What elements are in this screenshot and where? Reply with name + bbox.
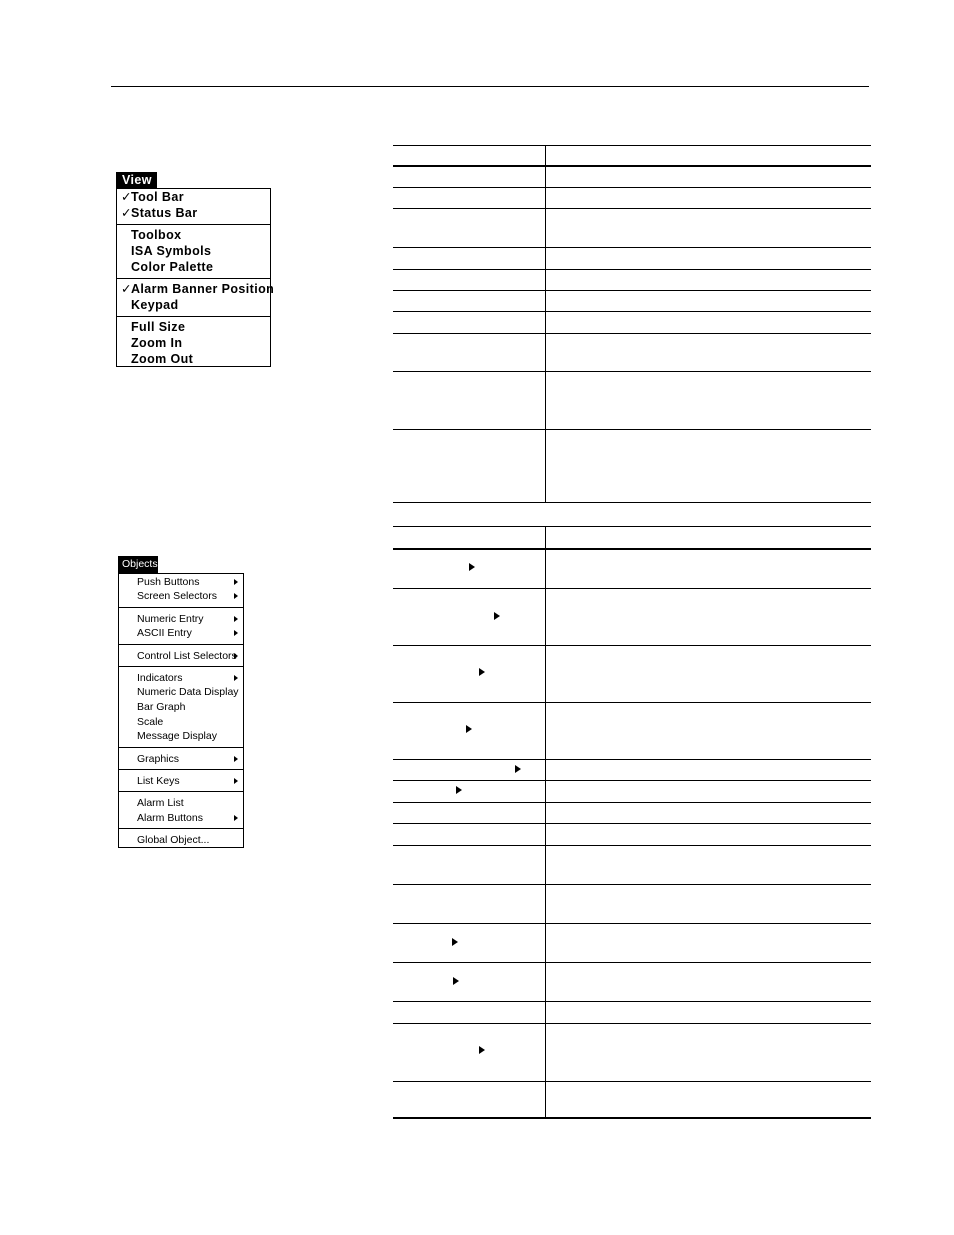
menu-separator: [119, 791, 243, 792]
menu-item-label: Alarm Buttons: [137, 812, 203, 824]
menu-separator: [117, 316, 270, 317]
table-rule: [393, 645, 871, 646]
menu-item-label: Scale: [137, 716, 164, 728]
right-triangle-icon: [515, 765, 521, 773]
objects-menu-item-alarm-list[interactable]: [119, 796, 243, 810]
right-triangle-icon: [469, 563, 475, 571]
table-rule: [393, 884, 871, 885]
menu-item-label: List Keys: [137, 775, 180, 787]
submenu-arrow-icon: [234, 778, 238, 784]
view-menu-title[interactable]: View: [116, 172, 157, 188]
table-rule: [393, 145, 871, 146]
table-rule: [393, 923, 871, 924]
check-icon: ✓: [121, 282, 132, 296]
table-rule: [393, 429, 871, 430]
objects-menu-item-ascii-entry[interactable]: [119, 626, 243, 640]
objects-menu-item-alarm-buttons[interactable]: [119, 811, 243, 825]
menu-item-label: Full Size: [131, 320, 186, 334]
objects-menu-item-numeric-data-display[interactable]: [119, 685, 243, 699]
menu-separator: [119, 607, 243, 608]
table-rule: [393, 187, 871, 188]
menu-item-label: Status Bar: [131, 206, 198, 220]
table-rule: [393, 165, 871, 167]
table-rule: [393, 502, 871, 503]
menu-item-label: Graphics: [137, 753, 180, 765]
menu-separator: [117, 224, 270, 225]
objects-menu-item-screen-selectors[interactable]: [119, 589, 243, 603]
menu-item-label: Alarm List: [137, 797, 184, 809]
right-triangle-icon: [453, 977, 459, 985]
menu-separator: [119, 644, 243, 645]
right-triangle-icon: [456, 786, 462, 794]
table-rule: [393, 759, 871, 760]
table-rule: [393, 780, 871, 781]
table-rule: [393, 247, 871, 248]
objects-menu-item-indicators[interactable]: [119, 671, 243, 685]
menu-item-label: Toolbox: [131, 228, 182, 242]
table-rule: [393, 1117, 871, 1119]
check-icon: ✓: [121, 206, 132, 220]
submenu-arrow-icon: [234, 653, 238, 659]
table-rule: [393, 208, 871, 209]
table-rule: [393, 333, 871, 334]
menu-item-label: ISA Symbols: [131, 244, 212, 258]
menu-item-label: ASCII Entry: [137, 627, 192, 639]
submenu-arrow-icon: [234, 579, 238, 585]
table-rule: [393, 802, 871, 803]
header-rule: [111, 86, 869, 87]
objects-menu-item-graphics[interactable]: [119, 752, 243, 766]
menu-separator: [119, 747, 243, 748]
submenu-arrow-icon: [234, 630, 238, 636]
submenu-arrow-icon: [234, 675, 238, 681]
submenu-arrow-icon: [234, 756, 238, 762]
objects-menu-item-scale[interactable]: [119, 715, 243, 729]
submenu-arrow-icon: [234, 593, 238, 599]
table-rule: [393, 269, 871, 270]
objects-menu-item-bar-graph[interactable]: [119, 700, 243, 714]
right-triangle-icon: [466, 725, 472, 733]
menu-item-label: Push Buttons: [137, 576, 200, 588]
table-rule: [393, 702, 871, 703]
menu-item-label: Global Object...: [137, 834, 210, 846]
table-rule: [393, 371, 871, 372]
table-rule: [393, 962, 871, 963]
table-rule: [393, 311, 871, 312]
menu-separator: [119, 828, 243, 829]
menu-item-label: Color Palette: [131, 260, 214, 274]
table-rule: [393, 548, 871, 550]
table-rule: [393, 823, 871, 824]
menu-separator: [119, 769, 243, 770]
menu-item-label: Bar Graph: [137, 701, 186, 713]
table-rule: [393, 1081, 871, 1082]
objects-menu-item-push-buttons[interactable]: [119, 575, 243, 589]
table-column-divider: [545, 526, 546, 1118]
right-triangle-icon: [494, 612, 500, 620]
table-rule: [393, 1023, 871, 1024]
table-column-divider: [545, 145, 546, 502]
menu-item-label: Tool Bar: [131, 190, 184, 204]
submenu-arrow-icon: [234, 815, 238, 821]
menu-item-label: Keypad: [131, 298, 179, 312]
right-triangle-icon: [479, 668, 485, 676]
menu-item-label: Indicators: [137, 672, 183, 684]
menu-separator: [119, 666, 243, 667]
objects-menu-title[interactable]: Objects: [118, 556, 158, 573]
objects-menu-item-list-keys[interactable]: [119, 774, 243, 788]
menu-item-label: Zoom Out: [131, 352, 194, 366]
menu-separator: [117, 278, 270, 279]
table-rule: [393, 845, 871, 846]
right-triangle-icon: [452, 938, 458, 946]
right-triangle-icon: [479, 1046, 485, 1054]
objects-menu-item-control-list-selectors[interactable]: [119, 649, 243, 663]
menu-item-label: Zoom In: [131, 336, 183, 350]
menu-item-label: Control List Selectors: [137, 650, 237, 662]
table-rule: [393, 588, 871, 589]
check-icon: ✓: [121, 190, 132, 204]
table-rule: [393, 290, 871, 291]
objects-menu-dropdown: [118, 573, 244, 848]
menu-item-label: Alarm Banner Position: [131, 282, 275, 296]
submenu-arrow-icon: [234, 616, 238, 622]
menu-item-label: Screen Selectors: [137, 590, 217, 602]
view-menu-dropdown: [116, 188, 275, 367]
menu-item-label: Numeric Data Display: [137, 686, 239, 698]
menu-item-label: Numeric Entry: [137, 613, 204, 625]
objects-menu-item-message-display[interactable]: [119, 729, 243, 743]
objects-menu-item-numeric-entry[interactable]: [119, 612, 243, 626]
table-rule: [393, 526, 871, 527]
objects-menu-item-global-object[interactable]: [119, 833, 243, 847]
table-rule: [393, 1001, 871, 1002]
menu-item-label: Message Display: [137, 730, 217, 742]
